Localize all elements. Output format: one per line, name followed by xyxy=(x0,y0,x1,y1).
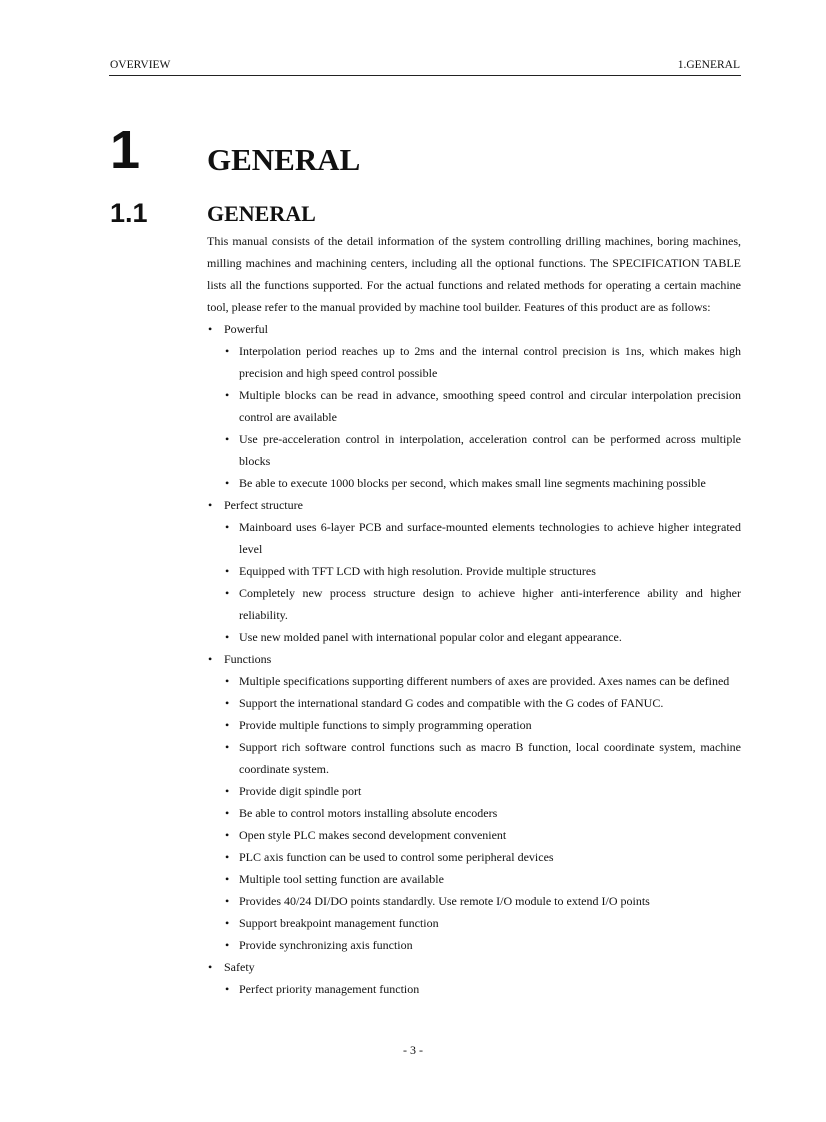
bullet-icon: • xyxy=(208,960,213,974)
bullet-icon: • xyxy=(225,828,230,842)
feature-item xyxy=(207,978,741,1000)
feature-item xyxy=(207,582,741,626)
feature-text: Safety xyxy=(224,960,255,974)
feature-item xyxy=(207,384,741,428)
feature-item xyxy=(207,626,741,648)
feature-item xyxy=(207,472,741,494)
feature-text: Multiple blocks can be read in advance, smoothing speed control and circular interpolation precision control are available xyxy=(239,388,741,424)
bullet-icon: • xyxy=(225,872,230,886)
bullet-icon: • xyxy=(225,674,230,688)
feature-text: Provides 40/24 DI/DO points standardly. Use remote I/O module to extend I/O points xyxy=(239,894,650,908)
feature-text: Equipped with TFT LCD with high resolution. Provide multiple structures xyxy=(239,564,596,578)
header-rule xyxy=(109,75,741,76)
feature-text: Multiple tool setting function are available xyxy=(239,872,444,886)
feature-text: Perfect structure xyxy=(224,498,303,512)
bullet-icon: • xyxy=(225,784,230,798)
feature-item xyxy=(207,560,741,582)
feature-item xyxy=(207,780,741,802)
chapter-number: 1 xyxy=(110,120,141,180)
bullet-icon: • xyxy=(208,498,213,512)
bullet-icon: • xyxy=(208,652,213,666)
feature-item xyxy=(207,868,741,890)
feature-item xyxy=(207,736,741,780)
feature-item xyxy=(207,692,741,714)
bullet-icon: • xyxy=(208,322,213,336)
feature-text: Powerful xyxy=(224,322,268,336)
section-title: GENERAL xyxy=(207,201,316,226)
feature-text: Multiple specifications supporting different numbers of axes are provided. Axes names can be defined xyxy=(239,674,730,688)
feature-text: Provide synchronizing axis function xyxy=(239,938,413,952)
feature-text: PLC axis function can be used to control some peripheral devices xyxy=(239,850,554,864)
bullet-icon: • xyxy=(225,850,230,864)
feature-text: Functions xyxy=(224,652,272,666)
feature-list xyxy=(207,318,741,1000)
feature-item xyxy=(207,846,741,868)
feature-text: Open style PLC makes second development convenient xyxy=(239,828,507,842)
feature-text: Support the international standard G codes and compatible with the G codes of FANUC. xyxy=(239,696,664,710)
bullet-icon: • xyxy=(225,520,230,534)
feature-text: Be able to control motors installing absolute encoders xyxy=(239,806,498,820)
feature-item xyxy=(207,670,741,692)
feature-text: Use new molded panel with international popular color and elegant appearance. xyxy=(239,630,622,644)
page-number: - 3 - xyxy=(403,1043,423,1057)
feature-item xyxy=(207,912,741,934)
feature-category xyxy=(207,956,741,978)
bullet-icon: • xyxy=(225,388,230,402)
running-header-right: 1.GENERAL xyxy=(677,59,740,71)
feature-item xyxy=(207,428,741,472)
feature-text: Interpolation period reaches up to 2ms and the internal control precision is 1ns, which makes high precision and high speed control possible xyxy=(239,344,741,380)
bullet-icon: • xyxy=(225,938,230,952)
feature-text: Use pre-acceleration control in interpolation, acceleration control can be performed across multiple blocks xyxy=(239,432,741,468)
feature-text: Support breakpoint management function xyxy=(239,916,439,930)
feature-item xyxy=(207,516,741,560)
bullet-icon: • xyxy=(225,432,230,446)
bullet-icon: • xyxy=(225,586,230,600)
feature-item xyxy=(207,802,741,824)
chapter-title: GENERAL xyxy=(207,142,361,177)
feature-category xyxy=(207,494,741,516)
bullet-icon: • xyxy=(225,916,230,930)
bullet-icon: • xyxy=(225,476,230,490)
feature-text: Mainboard uses 6-layer PCB and surface-mounted elements technologies to achieve higher integrated level xyxy=(239,520,741,556)
running-header-left: OVERVIEW xyxy=(110,59,171,71)
bullet-icon: • xyxy=(225,696,230,710)
feature-text: Provide multiple functions to simply programming operation xyxy=(239,718,532,732)
bullet-icon: • xyxy=(225,630,230,644)
feature-item xyxy=(207,890,741,912)
feature-text: Perfect priority management function xyxy=(239,982,420,996)
bullet-icon: • xyxy=(225,806,230,820)
section-number: 1.1 xyxy=(110,198,148,228)
feature-category xyxy=(207,318,741,340)
feature-text: Provide digit spindle port xyxy=(239,784,362,798)
body-text xyxy=(207,230,741,1000)
feature-category xyxy=(207,648,741,670)
feature-text: Completely new process structure design to achieve higher anti-interference ability and higher reliability. xyxy=(239,586,741,622)
bullet-icon: • xyxy=(225,718,230,732)
bullet-icon: • xyxy=(225,740,230,754)
bullet-icon: • xyxy=(225,982,230,996)
feature-item xyxy=(207,934,741,956)
feature-text: Be able to execute 1000 blocks per second, which makes small line segments machining possible xyxy=(239,476,706,490)
feature-text: Support rich software control functions such as macro B function, local coordinate system, machine coordinate system. xyxy=(239,740,741,776)
bullet-icon: • xyxy=(225,894,230,908)
intro-paragraph: This manual consists of the detail information of the system controlling drilling machines, boring machines, milling machines and machining centers, including all the optional functions. The SPECIFICATION TABLE lists all the functions supported. For the actual functions and related methods for operating a certain machine tool, please refer to the manual provided by machine tool builder. Features of this product are as follows: xyxy=(207,234,741,314)
bullet-icon: • xyxy=(225,344,230,358)
feature-item xyxy=(207,824,741,846)
bullet-icon: • xyxy=(225,564,230,578)
feature-item xyxy=(207,714,741,736)
feature-item xyxy=(207,340,741,384)
